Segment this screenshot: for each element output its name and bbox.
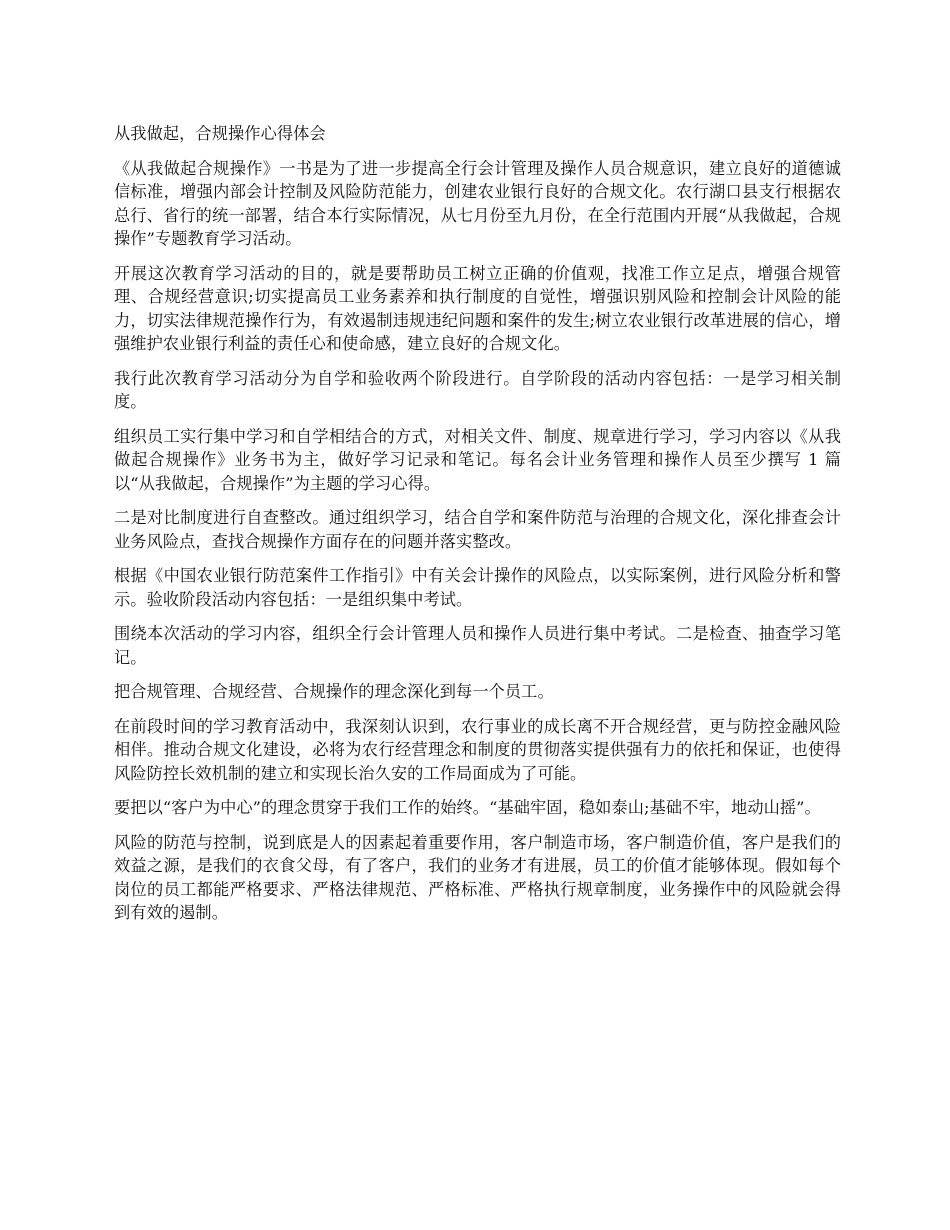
paragraph-reflection: 在前段时间的学习教育活动中，我深刻认识到，农行事业的成长离不开合规经营，更与防控金融风险相伴。推动合规文化建设，必将为农行经营理念和制度的贯彻落实提供强有力的依托和保证，也使得风险防控长效机制的建立和实现长治久安的工作局面成为了可能。 <box>114 716 841 783</box>
paragraph-self-inspection: 二是对比制度进行自查整改。通过组织学习，结合自学和案件防范与治理的合规文化，深化排查会计业务风险点，查找合规操作方面存在的问题并落实整改。 <box>114 508 841 551</box>
paragraph-purpose: 开展这次教育学习活动的目的，就是要帮助员工树立正确的价值观，找准工作立足点，增强合规管理、合规经营意识;切实提高员工业务素养和执行制度的自觉性，增强识别风险和控制会计风险的能力，切实法律规范操作行为，有效遏制违规违纪问题和案件的发生;树立农业银行改革进展的信心，增强维护农业银行利益的责任心和使命感，建立良好的合规文化。 <box>114 263 841 353</box>
paragraph-customer-centric: 要把以“客户为中心”的理念贯穿于我们工作的始终。“基础牢固，稳如泰山;基础不牢，地动山摇”。 <box>114 798 821 817</box>
paragraph-concept: 把合规管理、合规经营、合规操作的理念深化到每一个员工。 <box>114 682 554 701</box>
paragraph-risk-control: 风险的防范与控制，说到底是人的因素起着重要作用，客户制造市场，客户制造价值，客户是我们的效益之源，是我们的衣食父母，有了客户，我们的业务才有进展，员工的价值才能够体现。假如每个岗位的员工都能严格要求、严格法律规范、严格标准、严格执行规章制度，业务操作中的风险就会得到有效的遏制。 <box>114 832 841 922</box>
paragraph-risk-analysis: 根据《中国农业银行防范案件工作指引》中有关会计操作的风险点，以实际案例，进行风险分析和警示。验收阶段活动内容包括：一是组织集中考试。 <box>114 566 841 609</box>
paragraph-exam: 围绕本次活动的学习内容，组织全行会计管理人员和操作人员进行集中考试。二是检查、抽查学习笔记。 <box>114 624 841 667</box>
paragraph-study-method: 组织员工实行集中学习和自学相结合的方式，对相关文件、制度、规章进行学习，学习内容以《从我做起合规操作》业务书为主，做好学习记录和笔记。每名会计业务管理和操作人员至少撰写 1 篇以“从我做起，合规操作”为主题的学习心得。 <box>114 426 841 493</box>
paragraph-stages: 我行此次教育学习活动分为自学和验收两个阶段进行。自学阶段的活动内容包括：一是学习相关制度。 <box>114 368 841 411</box>
paragraph-intro: 《从我做起合规操作》一书是为了进一步提高全行会计管理及操作人员合规意识，建立良好的道德诚信标准，增强内部会计控制及风险防范能力，创建农业银行良好的合规文化。农行湖口县支行根据农总行、省行的统一部署，结合本行实际情况，从七月份至九月份，在全行范围内开展“从我做起，合规操作”专题教育学习活动。 <box>114 158 841 248</box>
document-page <box>114 122 841 936</box>
document-title: 从我做起，合规操作心得体会 <box>114 124 326 143</box>
